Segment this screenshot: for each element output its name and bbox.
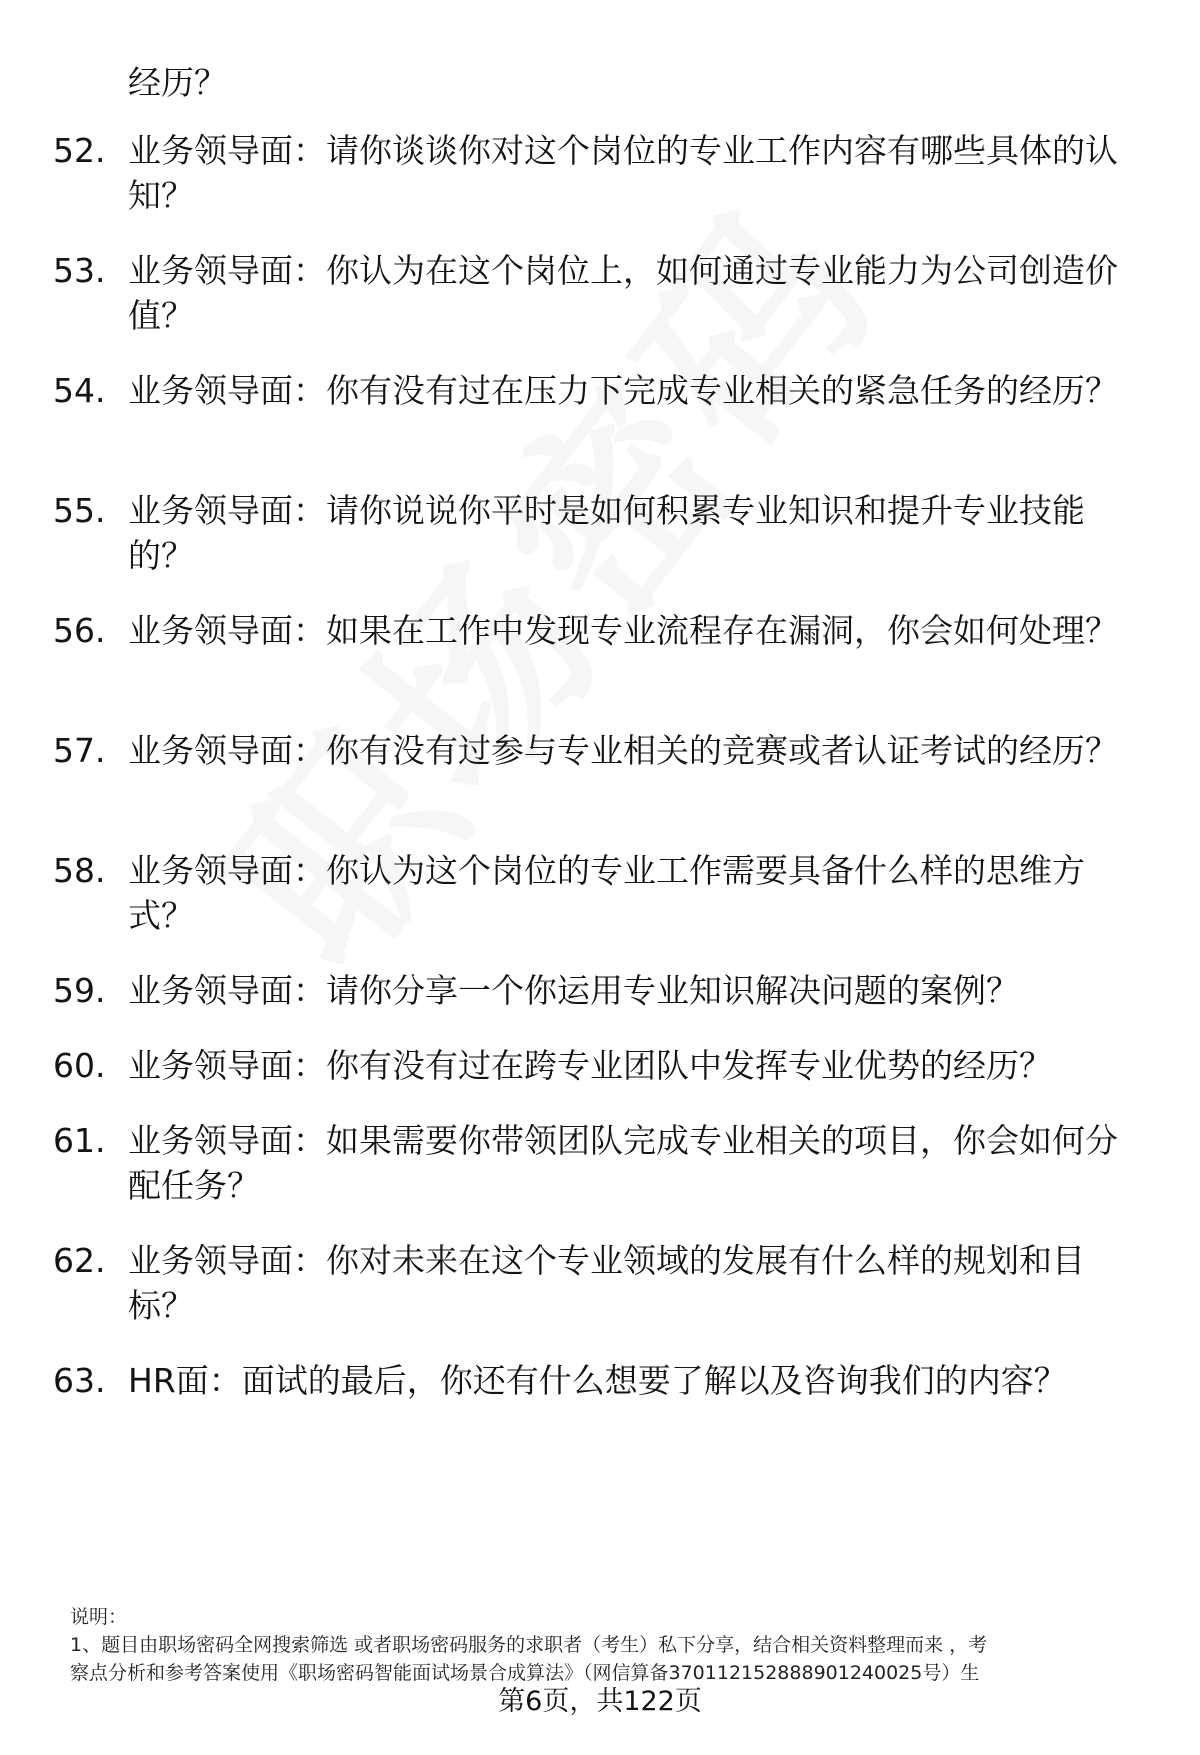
question-text: 业务领导面：你有没有过在跨专业团队中发挥专业优势的经历？ — [128, 1046, 1052, 1085]
question-number: 59. — [53, 971, 106, 1010]
question-text: 业务领导面：如果需要你带领团队完成专业相关的项目，你会如何分配任务？ — [128, 1121, 1118, 1205]
question-number: 55. — [53, 491, 106, 530]
question-number: 56. — [53, 611, 106, 650]
question-text: 业务领导面：请你说说你平时是如何积累专业知识和提升专业技能的？ — [128, 491, 1085, 575]
question-number: 53. — [53, 251, 106, 290]
question-number: 61. — [53, 1121, 106, 1160]
question-text: 业务领导面：请你谈谈你对这个岗位的专业工作内容有哪些具体的认知？ — [128, 131, 1118, 215]
question-number: 63. — [53, 1361, 106, 1400]
question-text: 业务领导面：你对未来在这个专业领域的发展有什么样的规划和目标？ — [128, 1241, 1085, 1325]
question-text: 业务领导面：你认为这个岗位的专业工作需要具备什么样的思维方式？ — [128, 851, 1085, 935]
question-number: 58. — [53, 851, 106, 890]
note-line: 察点分析和参考答案使用《职场密码智能面试场景合成算法》（网信算备370112152888901240025号）生 — [70, 1662, 980, 1684]
question-text: 业务领导面：请你分享一个你运用专业知识解决问题的案例？ — [128, 971, 1019, 1010]
question-number: 62. — [53, 1241, 106, 1280]
question-text: 业务领导面：你认为在这个岗位上，如何通过专业能力为公司创造价值？ — [128, 251, 1118, 335]
continuation-text: 经历？ — [128, 63, 227, 102]
note-section — [70, 1603, 1150, 1687]
question-text: 业务领导面：如果在工作中发现专业流程存在漏洞，你会如何处理？ — [128, 611, 1118, 650]
question-number: 60. — [53, 1046, 106, 1085]
question-number: 52. — [53, 131, 106, 170]
note-title: 说明： — [70, 1606, 128, 1628]
question-number: 57. — [53, 731, 106, 770]
page-number: 第6页，共122页 — [498, 1686, 702, 1717]
question-number: 54. — [53, 371, 106, 410]
question-text: 业务领导面：你有没有过在压力下完成专业相关的紧急任务的经历？ — [128, 371, 1118, 410]
note-line: 1、题目由职场密码全网搜索筛选 或者职场密码服务的求职者（考生）私下分享，结合相关资料整理而来 ，考 — [70, 1634, 988, 1656]
question-text: HR面：面试的最后，你还有什么想要了解以及咨询我们的内容？ — [128, 1361, 1067, 1400]
question-text: 业务领导面：你有没有过参与专业相关的竞赛或者认证考试的经历？ — [128, 731, 1118, 770]
